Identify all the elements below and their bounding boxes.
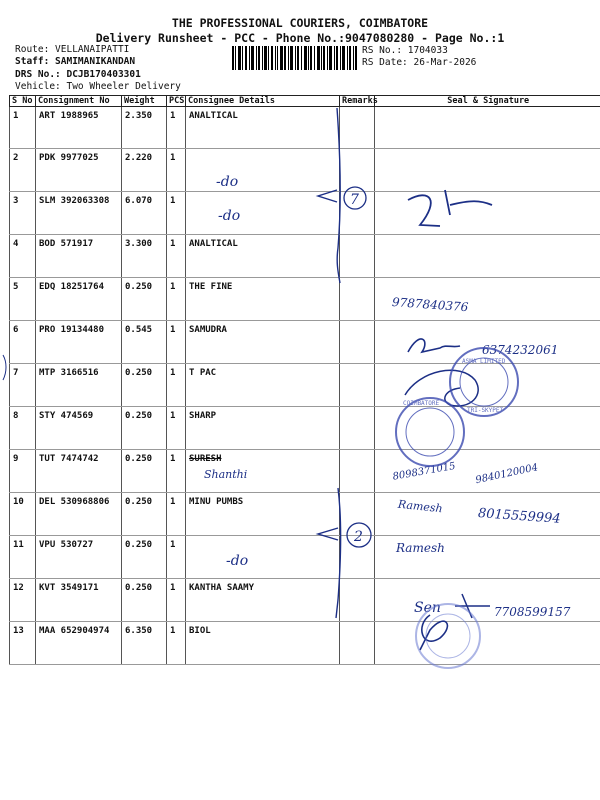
handwritten-name: Sen [414, 600, 441, 616]
phone-number: 6374232061 [482, 343, 559, 357]
runsheet-table [9, 95, 600, 665]
table-row [10, 536, 600, 579]
phone-number: 9840120004 [474, 462, 540, 487]
cell-weight: 2.350 [122, 107, 167, 149]
cell-details: SAMUDRA [186, 321, 340, 364]
handwritten-name: Shanthi [204, 468, 248, 481]
cell-pcs: 1 [167, 192, 186, 235]
cell-weight: 6.070 [122, 192, 167, 235]
cell-remarks [340, 493, 375, 536]
cell-details: BIOL [186, 622, 340, 665]
cell-remarks [340, 579, 375, 622]
cell-seal [375, 364, 600, 407]
cell-remarks [340, 235, 375, 278]
cell-sno: 4 [10, 235, 36, 278]
cell-weight: 3.300 [122, 235, 167, 278]
staff-label: Staff: SAMIMANIKANDAN [15, 56, 136, 67]
cell-pcs: 1 [167, 579, 186, 622]
cell-sno: 12 [10, 579, 36, 622]
cell-weight: 2.220 [122, 149, 167, 192]
cell-weight: 0.250 [122, 364, 167, 407]
cell-details: KANTHA SAAMY [186, 579, 340, 622]
col-pcs: PCS [167, 96, 186, 107]
cell-details: THE FINE [186, 278, 340, 321]
cell-sno: 8 [10, 407, 36, 450]
vehicle-label: Vehicle: Two Wheeler Delivery [15, 81, 181, 92]
company-title: THE PROFESSIONAL COURIERS, COIMBATORE [171, 16, 429, 30]
table-row [10, 107, 600, 149]
runsheet-subtitle: Delivery Runsheet - PCC - Phone No.:9047080280 - Page No.:1 [95, 31, 505, 45]
table-row [10, 450, 600, 493]
cell-seal [375, 622, 600, 665]
table-row [10, 364, 600, 407]
cell-pcs: 1 [167, 235, 186, 278]
cell-seal [375, 493, 600, 536]
cell-details: SHARP [186, 407, 340, 450]
cell-remarks [340, 450, 375, 493]
cell-remarks [340, 622, 375, 665]
cell-pcs: 1 [167, 107, 186, 149]
cell-seal [375, 321, 600, 364]
stamp-text: ASMA LIMITED [462, 358, 506, 365]
cell-sno: 6 [10, 321, 36, 364]
col-remarks: Remarks [340, 96, 375, 107]
cell-details: MINU PUMBS [186, 493, 340, 536]
cell-remarks [340, 149, 375, 192]
handwritten-name: Ramesh [396, 541, 445, 555]
cell-sno: 2 [10, 149, 36, 192]
col-sno: S No [10, 96, 36, 107]
handwritten-name: Ramesh [397, 497, 444, 516]
cell-pcs: 1 [167, 493, 186, 536]
cell-seal [375, 235, 600, 278]
cell-sno: 7 [10, 364, 36, 407]
cell-weight: 6.350 [122, 622, 167, 665]
cell-details: SURESH [186, 450, 340, 493]
table-row [10, 579, 600, 622]
cell-remarks [340, 107, 375, 149]
cell-pcs: 1 [167, 450, 186, 493]
cell-consignment: ART 1988965 [36, 107, 122, 149]
cell-pcs: 1 [167, 364, 186, 407]
cell-consignment: PDK 9977025 [36, 149, 122, 192]
table-row [10, 192, 600, 235]
cell-consignment: EDQ 18251764 [36, 278, 122, 321]
cell-remarks [340, 321, 375, 364]
cell-seal [375, 192, 600, 235]
count-mark: 2 [354, 529, 363, 545]
col-seal: Seal & Signature [375, 96, 600, 107]
cell-remarks [340, 278, 375, 321]
cell-consignment: SLM 392063308 [36, 192, 122, 235]
cell-seal [375, 407, 600, 450]
table-row [10, 321, 600, 364]
cell-remarks [340, 536, 375, 579]
cell-consignment: KVT 3549171 [36, 579, 122, 622]
table-row [10, 407, 600, 450]
table-row [10, 278, 600, 321]
cell-sno: 11 [10, 536, 36, 579]
cell-weight: 0.250 [122, 450, 167, 493]
cell-weight: 0.250 [122, 536, 167, 579]
cell-details: ANALTICAL [186, 107, 340, 149]
cell-sno: 9 [10, 450, 36, 493]
col-weight: Weight [122, 96, 167, 107]
cell-sno: 13 [10, 622, 36, 665]
cell-weight: 0.250 [122, 278, 167, 321]
route-label: Route: VELLANAIPATTI [15, 44, 130, 55]
cell-seal [375, 149, 600, 192]
table-header-row [10, 96, 600, 107]
cell-pcs: 1 [167, 536, 186, 579]
cell-weight: 0.250 [122, 407, 167, 450]
count-mark: 7 [350, 192, 359, 208]
cell-seal [375, 107, 600, 149]
cell-details [186, 536, 340, 579]
barcode-icon [232, 46, 357, 70]
cell-details: ANALTICAL [186, 235, 340, 278]
cell-consignment: BOD 571917 [36, 235, 122, 278]
ditto-mark: -do [226, 553, 249, 569]
cell-weight: 0.250 [122, 493, 167, 536]
table-row [10, 493, 600, 536]
cell-consignment: MTP 3166516 [36, 364, 122, 407]
cell-sno: 1 [10, 107, 36, 149]
cell-sno: 10 [10, 493, 36, 536]
ditto-mark: -do [218, 208, 241, 224]
phone-number: 7708599157 [494, 605, 571, 619]
cell-details: T PAC [186, 364, 340, 407]
cell-consignment: PRO 19134480 [36, 321, 122, 364]
margin-mark [3, 355, 6, 380]
cell-weight: 0.545 [122, 321, 167, 364]
phone-number: 8015559994 [477, 506, 562, 527]
cell-pcs: 1 [167, 407, 186, 450]
drs-label: DRS No.: DCJB170403301 [15, 69, 141, 80]
phone-number: 8098371015 [391, 460, 457, 483]
cell-pcs: 1 [167, 321, 186, 364]
cell-consignment: DEL 530968806 [36, 493, 122, 536]
cell-consignment: TUT 7474742 [36, 450, 122, 493]
cell-consignment: STY 474569 [36, 407, 122, 450]
rs-number: RS No.: 1704033 [362, 45, 448, 56]
cell-sno: 3 [10, 192, 36, 235]
cell-seal [375, 450, 600, 493]
cell-details [186, 192, 340, 235]
table-row [10, 149, 600, 192]
cell-consignment: VPU 530727 [36, 536, 122, 579]
cell-pcs: 1 [167, 278, 186, 321]
cell-weight: 0.250 [122, 579, 167, 622]
cell-sno: 5 [10, 278, 36, 321]
signature-mark: 9787840376 [391, 294, 469, 315]
cell-seal [375, 536, 600, 579]
cell-seal [375, 278, 600, 321]
rs-date: RS Date: 26-Mar-2026 [362, 57, 477, 68]
table-row [10, 235, 600, 278]
ditto-mark: -do [216, 174, 239, 190]
cell-pcs: 1 [167, 622, 186, 665]
cell-seal [375, 579, 600, 622]
cell-consignment: MAA 652904974 [36, 622, 122, 665]
col-consignment: Consignment No [36, 96, 122, 107]
col-details: Consignee Details [186, 96, 340, 107]
stamp-text: COIMBATORE [403, 400, 440, 407]
cell-pcs: 1 [167, 149, 186, 192]
table-row [10, 622, 600, 665]
cell-details [186, 149, 340, 192]
cell-remarks [340, 192, 375, 235]
stamp-text: TRI-SKYPET [467, 407, 504, 414]
cell-remarks [340, 407, 375, 450]
cell-remarks [340, 364, 375, 407]
